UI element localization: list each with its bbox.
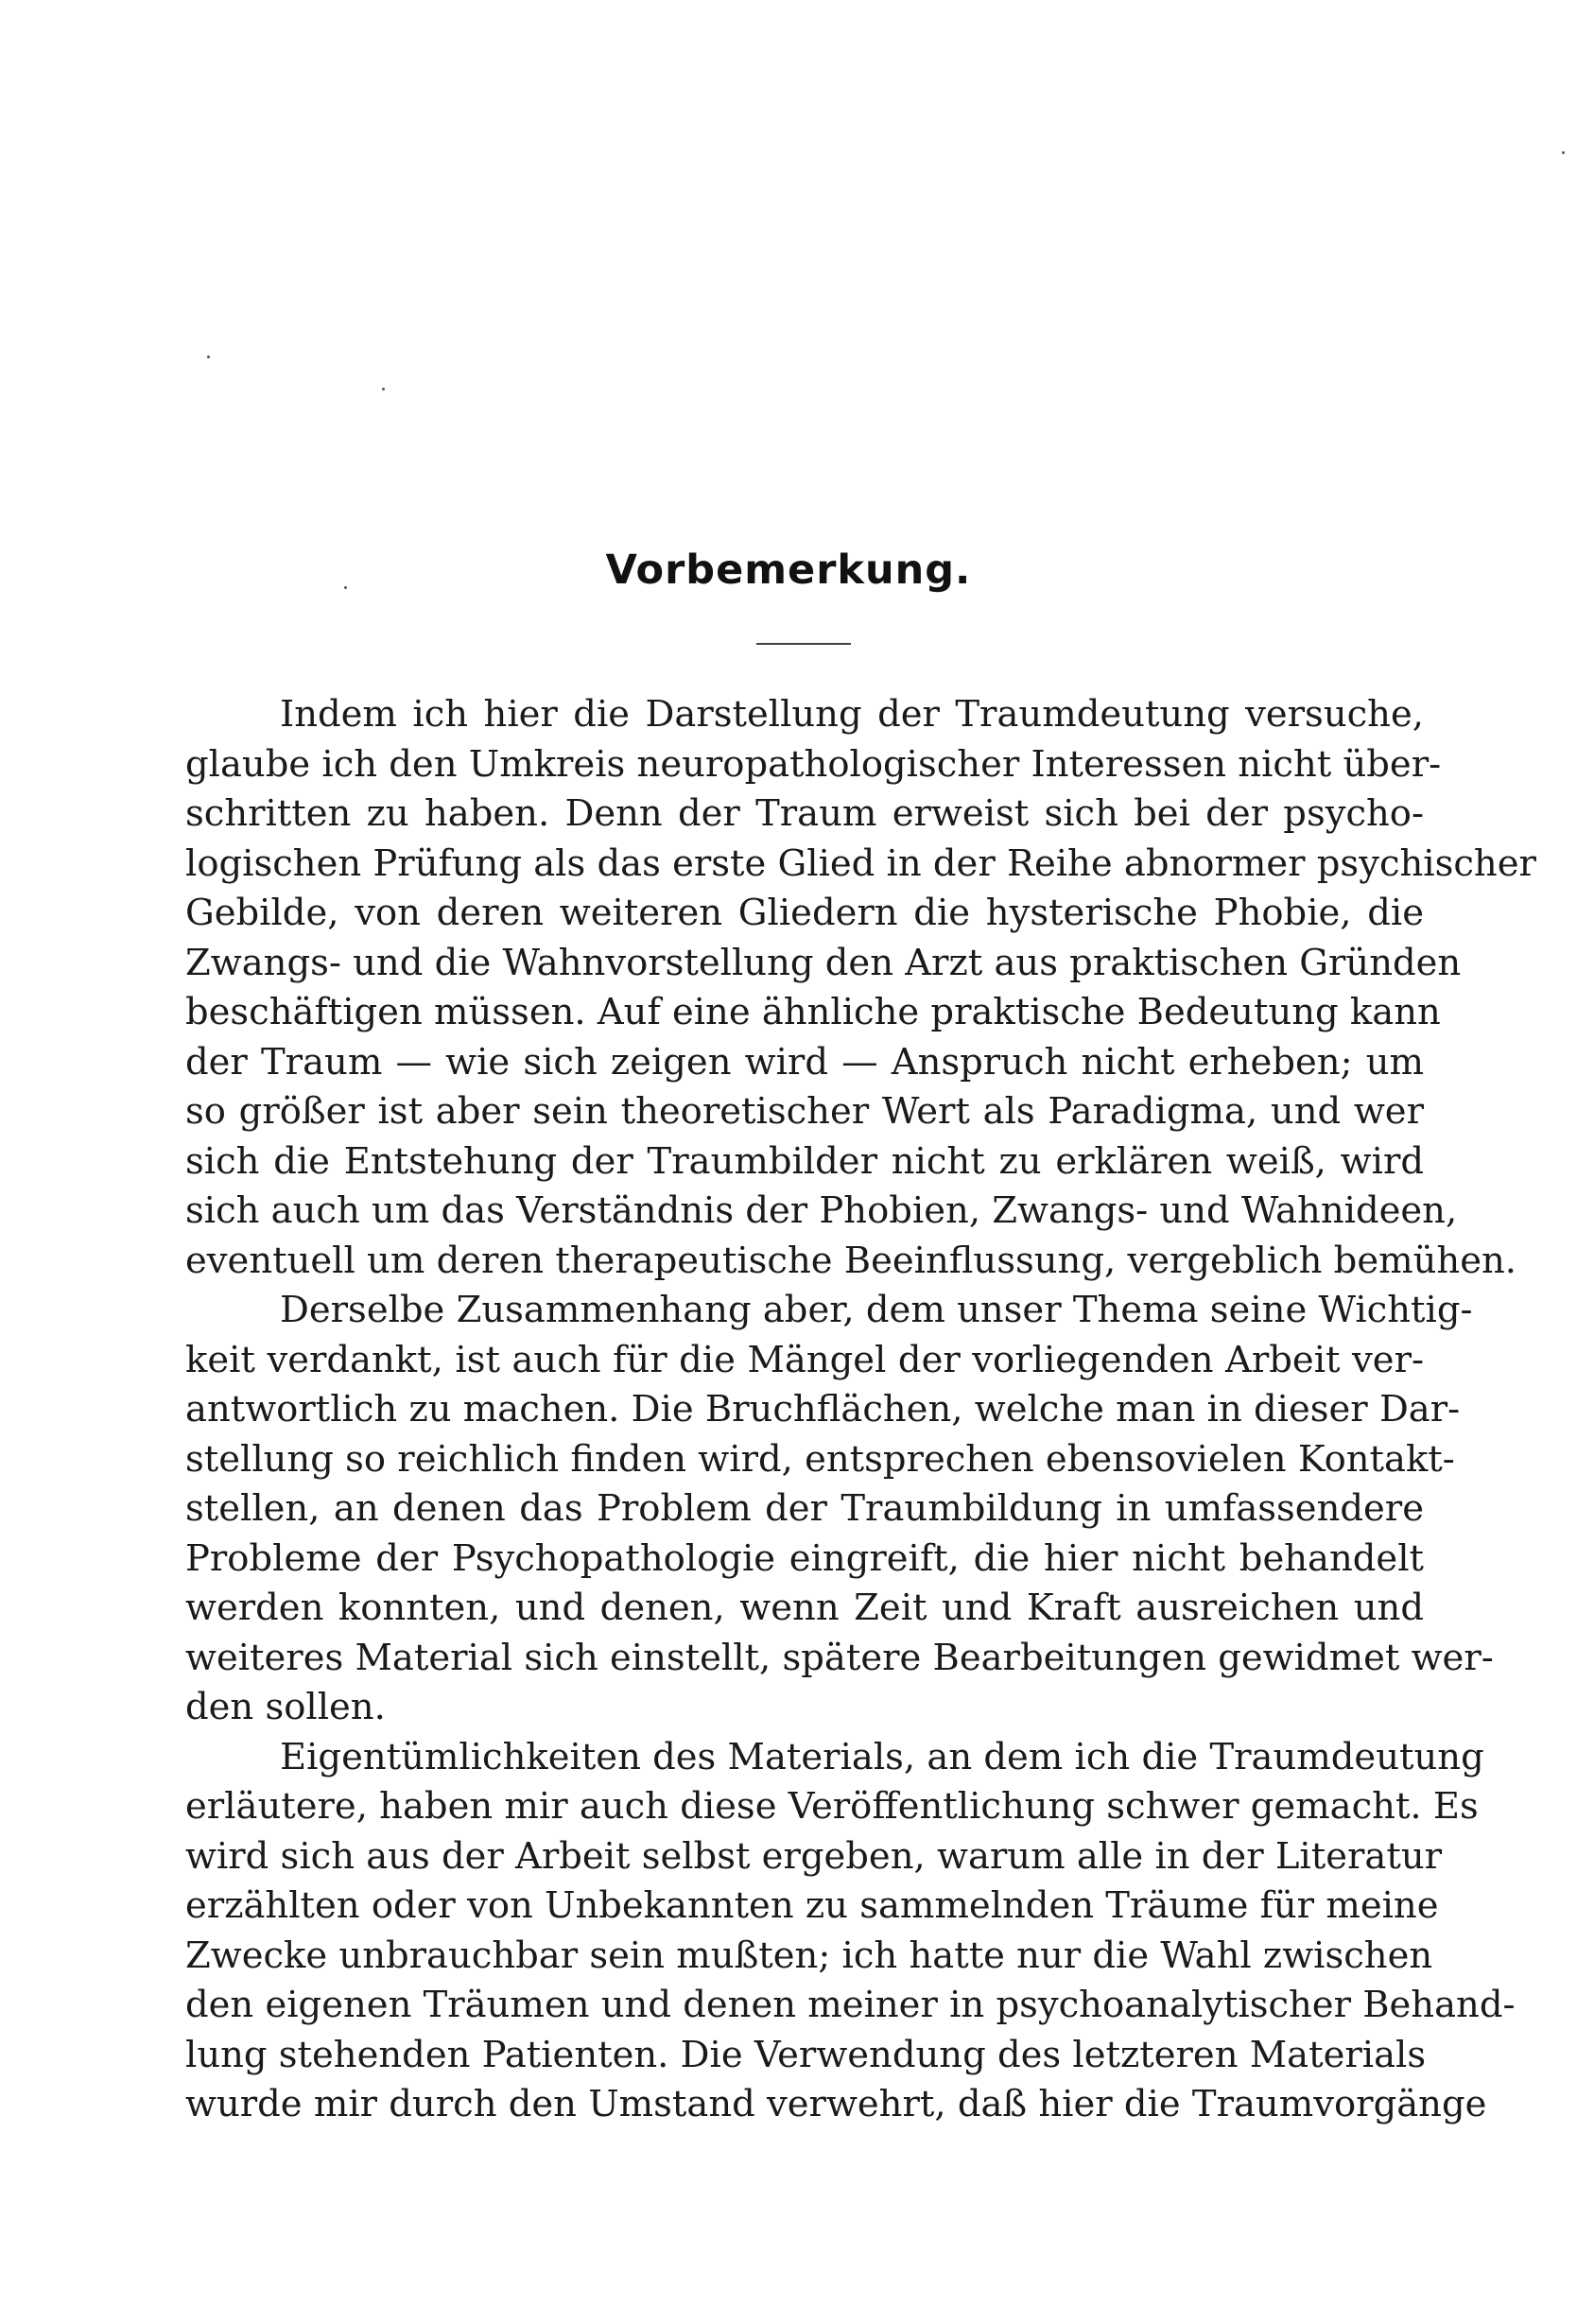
text-line: stellen, an denen das Problem der Traumbildung in umfassendere (185, 1487, 1424, 1530)
text-line: so größer ist aber sein theoretischer Wert als Paradigma, und wer (185, 1090, 1424, 1133)
paragraph-1 (185, 690, 1536, 1286)
text-line: Probleme der Psychopathologie eingreift, die hier nicht behandelt (185, 1536, 1424, 1580)
text-line: den eigenen Träumen und denen meiner in psychoanalytischer Behand- (185, 1984, 1516, 2026)
paragraph-2 (185, 1286, 1494, 1733)
text-line: logischen Prüfung als das erste Glied in der Reihe abnormer psychischer (185, 841, 1536, 885)
text-line: stellung so reichlich finden wird, entsprechen ebensovielen Kontakt- (185, 1437, 1455, 1481)
text-line: erzählten oder von Unbekannten zu sammelnden Träume für meine (185, 1884, 1439, 1927)
text-line: keit verdankt, ist auch für die Mängel der vorliegenden Arbeit ver- (185, 1338, 1424, 1381)
text-line: schritten zu haben. Denn der Traum erweist sich bei der psycho- (185, 792, 1424, 835)
text-line: Eigentümlichkeiten des Materials, an dem ich die Traumdeutung (280, 1735, 1484, 1778)
paragraph-3 (185, 1733, 1516, 2130)
text-line: wurde mir durch den Umstand verwehrt, daß hier die Traumvorgänge (185, 2083, 1487, 2125)
page-title: Vorbemerkung. (605, 546, 972, 594)
text-line: Gebilde, von deren weiteren Gliedern die hysterische Phobie, die (185, 892, 1424, 934)
text-line: Zwangs- und die Wahnvorstellung den Arzt aus praktischen Gründen (185, 941, 1462, 984)
text-line: erläutere, haben mir auch diese Veröffentlichung schwer gemacht. Es (185, 1785, 1479, 1828)
text-line: glaube ich den Umkreis neuropathologischer Interessen nicht über- (185, 742, 1442, 786)
print-speck (207, 356, 210, 358)
text-line: beschäftigen müssen. Auf eine ähnliche praktische Bedeutung kann (185, 991, 1441, 1033)
text-line: werden konnten, und denen, wenn Zeit und Kraft ausreichen und (185, 1587, 1424, 1629)
text-line: sich auch um das Verständnis der Phobien, Zwangs- und Wahnideen, (185, 1189, 1458, 1232)
text-line: Indem ich hier die Darstellung der Traumdeutung versuche, (280, 693, 1424, 736)
text-line: sich die Entstehung der Traumbilder nicht zu erklären weiß, wird (185, 1139, 1424, 1183)
text-line: antwortlich zu machen. Die Bruchflächen, welche man in dieser Dar- (185, 1388, 1461, 1431)
text-line: den sollen. (185, 1686, 386, 1728)
text-line: der Traum — wie sich zeigen wird — Anspruch nicht erheben; um (185, 1040, 1424, 1084)
title-divider (756, 643, 851, 648)
print-speck (382, 388, 385, 390)
text-line: Derselbe Zusammenhang aber, dem unser Thema seine Wichtig- (280, 1289, 1473, 1331)
text-line: lung stehenden Patienten. Die Verwendung des letzteren Materials (185, 2033, 1427, 2076)
text-line: wird sich aus der Arbeit selbst ergeben, warum alle in der Literatur (185, 1834, 1443, 1878)
text-line: weiteres Material sich einstellt, spätere Bearbeitungen gewidmet wer- (185, 1636, 1494, 1679)
print-speck (1562, 151, 1565, 154)
body-text (185, 690, 1536, 2130)
text-line: Zwecke unbrauchbar sein mußten; ich hatte nur die Wahl zwischen (185, 1934, 1433, 1977)
text-line: eventuell um deren therapeutische Beeinflussung, vergeblich bemühen. (185, 1239, 1517, 1282)
